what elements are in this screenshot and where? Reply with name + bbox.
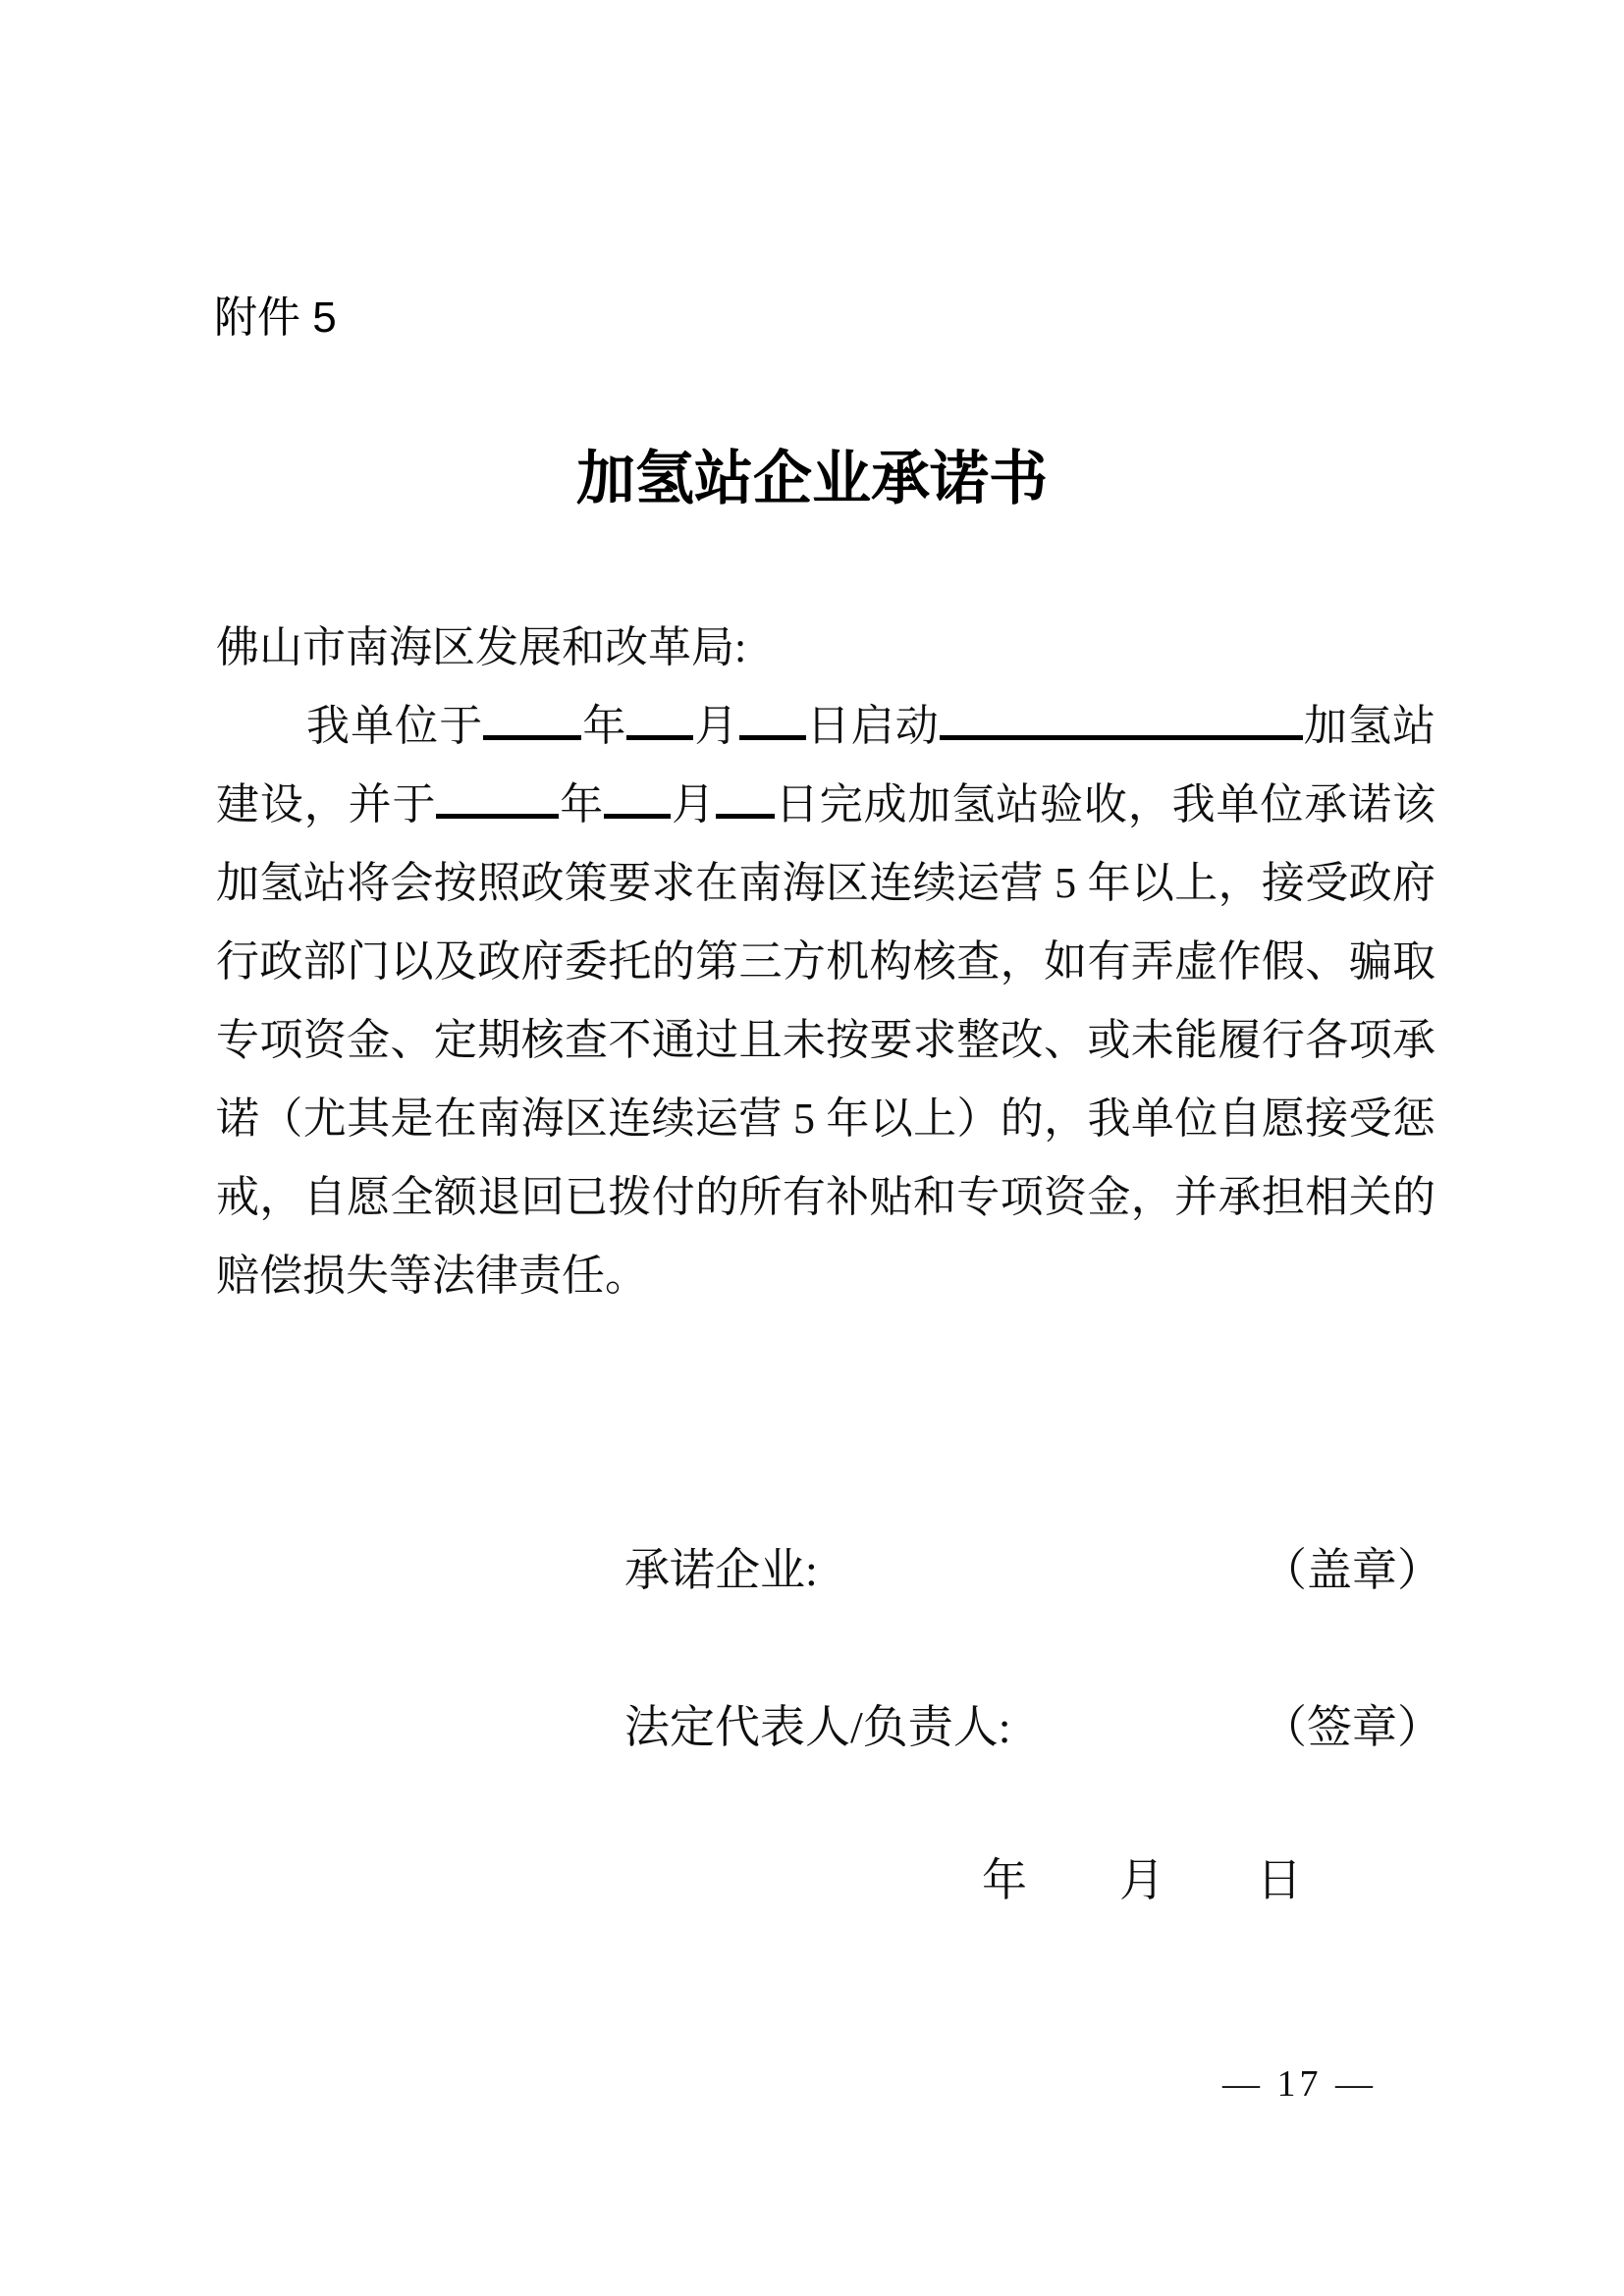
body-line-1 (216, 687, 1435, 766)
body-line-6: 诺（尤其是在南海区连续运营 5 年以上）的，我单位自愿接受惩 (216, 1095, 1435, 1143)
enterprise-seal-label: （盖章） (1262, 1545, 1442, 1595)
body-line-2-text: 建设，并于 (216, 780, 437, 828)
body-line-4: 行政部门以及政府委托的第三方机构核查，如有弄虚作假、骗取 (216, 937, 1435, 986)
body-line-2-text: 日完成加氢站验收，我单位承诺该 (774, 780, 1435, 828)
attachment-label: 附件 5 (214, 294, 337, 342)
date-year-label: 年 (982, 1855, 1027, 1905)
salutation-line: 佛山市南海区发展和改革局: (216, 623, 747, 671)
document-title: 加氢站企业承诺书 (576, 447, 1048, 511)
body-line-1-text: 加氢站 (1302, 702, 1436, 750)
body-line-3: 加氢站将会按照政策要求在南海区连续运营 5 年以上，接受政府 (216, 859, 1435, 907)
representative-seal-label: （签章） (1262, 1702, 1442, 1752)
blank-field-finish-month (604, 807, 671, 819)
enterprise-label: 承诺企业: (624, 1545, 818, 1595)
body-line-1-text: 我单位于 (306, 702, 484, 750)
date-day-label: 日 (1257, 1855, 1302, 1905)
date-month-label: 月 (1119, 1855, 1164, 1905)
page-number: — 17 — (1222, 2063, 1377, 2105)
body-line-1-text: 月 (693, 702, 739, 750)
signature-row-enterprise (624, 1543, 1442, 1598)
body-line-5: 专项资金、定期核查不通过且未按要求整改、或未能履行各项承 (216, 1016, 1435, 1064)
signature-row-representative (624, 1700, 1442, 1755)
blank-field-station-name (940, 728, 1303, 740)
body-line-1-text: 年 (581, 702, 627, 750)
blank-field-start-month (626, 728, 693, 740)
body-line-8: 赔偿损失等法律责任。 (216, 1252, 648, 1300)
blank-field-finish-day (716, 807, 775, 819)
blank-field-start-day (739, 728, 806, 740)
representative-label: 法定代表人/负责人: (624, 1702, 1011, 1752)
body-text (216, 609, 1435, 1315)
body-line-7: 戒，自愿全额退回已拨付的所有补贴和专项资金，并承担相关的 (216, 1173, 1435, 1221)
signature-date-line (982, 1853, 1302, 1908)
body-line-1-text: 日启动 (805, 702, 940, 750)
body-line-2 (216, 766, 1435, 844)
blank-field-finish-year (436, 807, 559, 819)
body-line-2-text: 年 (559, 780, 605, 828)
blank-field-start-year (483, 728, 581, 740)
body-line-2-text: 月 (671, 780, 716, 828)
